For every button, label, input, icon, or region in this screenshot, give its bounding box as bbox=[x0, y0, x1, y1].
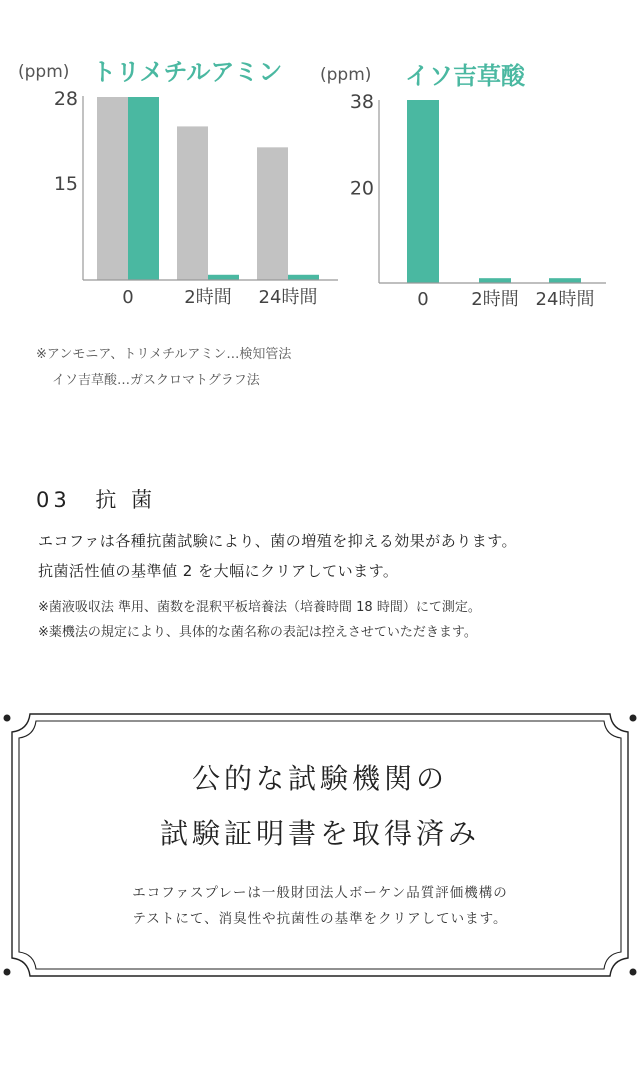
section-body-line-2: 抗菌活性値の基準値 2 を大幅にクリアしています。 bbox=[38, 562, 399, 580]
section-title: 抗 菌 bbox=[95, 488, 157, 512]
bar-2時間-s1 bbox=[208, 275, 239, 280]
y-tick-label: 15 bbox=[53, 172, 78, 195]
x-tick-label: 2時間 bbox=[184, 287, 232, 308]
measurement-notes bbox=[36, 342, 291, 394]
section-note-2: ※薬機法の規定により、具体的な菌名称の表記は控えさせていただきます。 bbox=[38, 625, 477, 640]
x-tick-label: 24時間 bbox=[535, 289, 595, 310]
chart2-title: イソ吉草酸 bbox=[405, 62, 525, 90]
note-line-1: ※アンモニア、トリメチルアミン…検知管法 bbox=[36, 347, 292, 362]
section-number: 03 bbox=[36, 488, 71, 512]
frame-corner-dot-bl bbox=[4, 969, 11, 976]
note-line-2: イソ吉草酸…ガスクロマトグラフ法 bbox=[52, 373, 260, 388]
certificate-title-2: 試験証明書を取得済み bbox=[159, 817, 480, 850]
bar-0-s0 bbox=[407, 100, 439, 283]
certificate-title-1: 公的な試験機関の bbox=[191, 762, 448, 795]
y-tick-label: 38 bbox=[349, 91, 374, 113]
section-body-line-1: エコファは各種抗菌試験により、菌の増殖を抑える効果があります。 bbox=[38, 532, 518, 550]
frame-corner-dot-tr bbox=[630, 715, 637, 722]
certificate-desc-line-2: テストにて、消臭性や抗菌性の基準をクリアしています。 bbox=[132, 911, 508, 927]
bar-24時間-s0 bbox=[549, 278, 581, 283]
section-notes bbox=[38, 595, 481, 645]
bar-2時間-s0 bbox=[177, 126, 208, 280]
section-note-1: ※菌液吸収法 準用、菌数を混釈平板培養法（培養時間 18 時間）にて測定。 bbox=[38, 600, 481, 615]
chart1-unit: (ppm) bbox=[18, 62, 70, 82]
section-body bbox=[38, 526, 517, 586]
x-tick-label: 0 bbox=[122, 287, 134, 308]
x-tick-label: 0 bbox=[417, 289, 429, 310]
x-tick-label: 24時間 bbox=[258, 287, 318, 308]
y-tick-label: 20 bbox=[349, 177, 374, 200]
certificate-description bbox=[0, 880, 640, 932]
frame-corner-dot-tl bbox=[4, 715, 11, 722]
section-heading bbox=[36, 484, 156, 514]
bar-0-s0 bbox=[97, 97, 128, 280]
y-tick-label: 28 bbox=[53, 88, 78, 110]
bar-0-s1 bbox=[128, 97, 159, 280]
x-tick-label: 2時間 bbox=[471, 289, 519, 310]
bar-24時間-s0 bbox=[257, 147, 288, 280]
bar-2時間-s0 bbox=[479, 278, 511, 283]
certificate-desc-line-1: エコファスプレーは一般財団法人ボーケン品質評価機構の bbox=[132, 885, 508, 901]
chart-isovaleric-acid bbox=[300, 40, 620, 320]
frame-corner-dot-br bbox=[630, 969, 637, 976]
chart1-title: トリメチルアミン bbox=[92, 58, 283, 86]
chart2-unit: (ppm) bbox=[320, 65, 372, 85]
chart-trimethylamine bbox=[0, 40, 340, 320]
